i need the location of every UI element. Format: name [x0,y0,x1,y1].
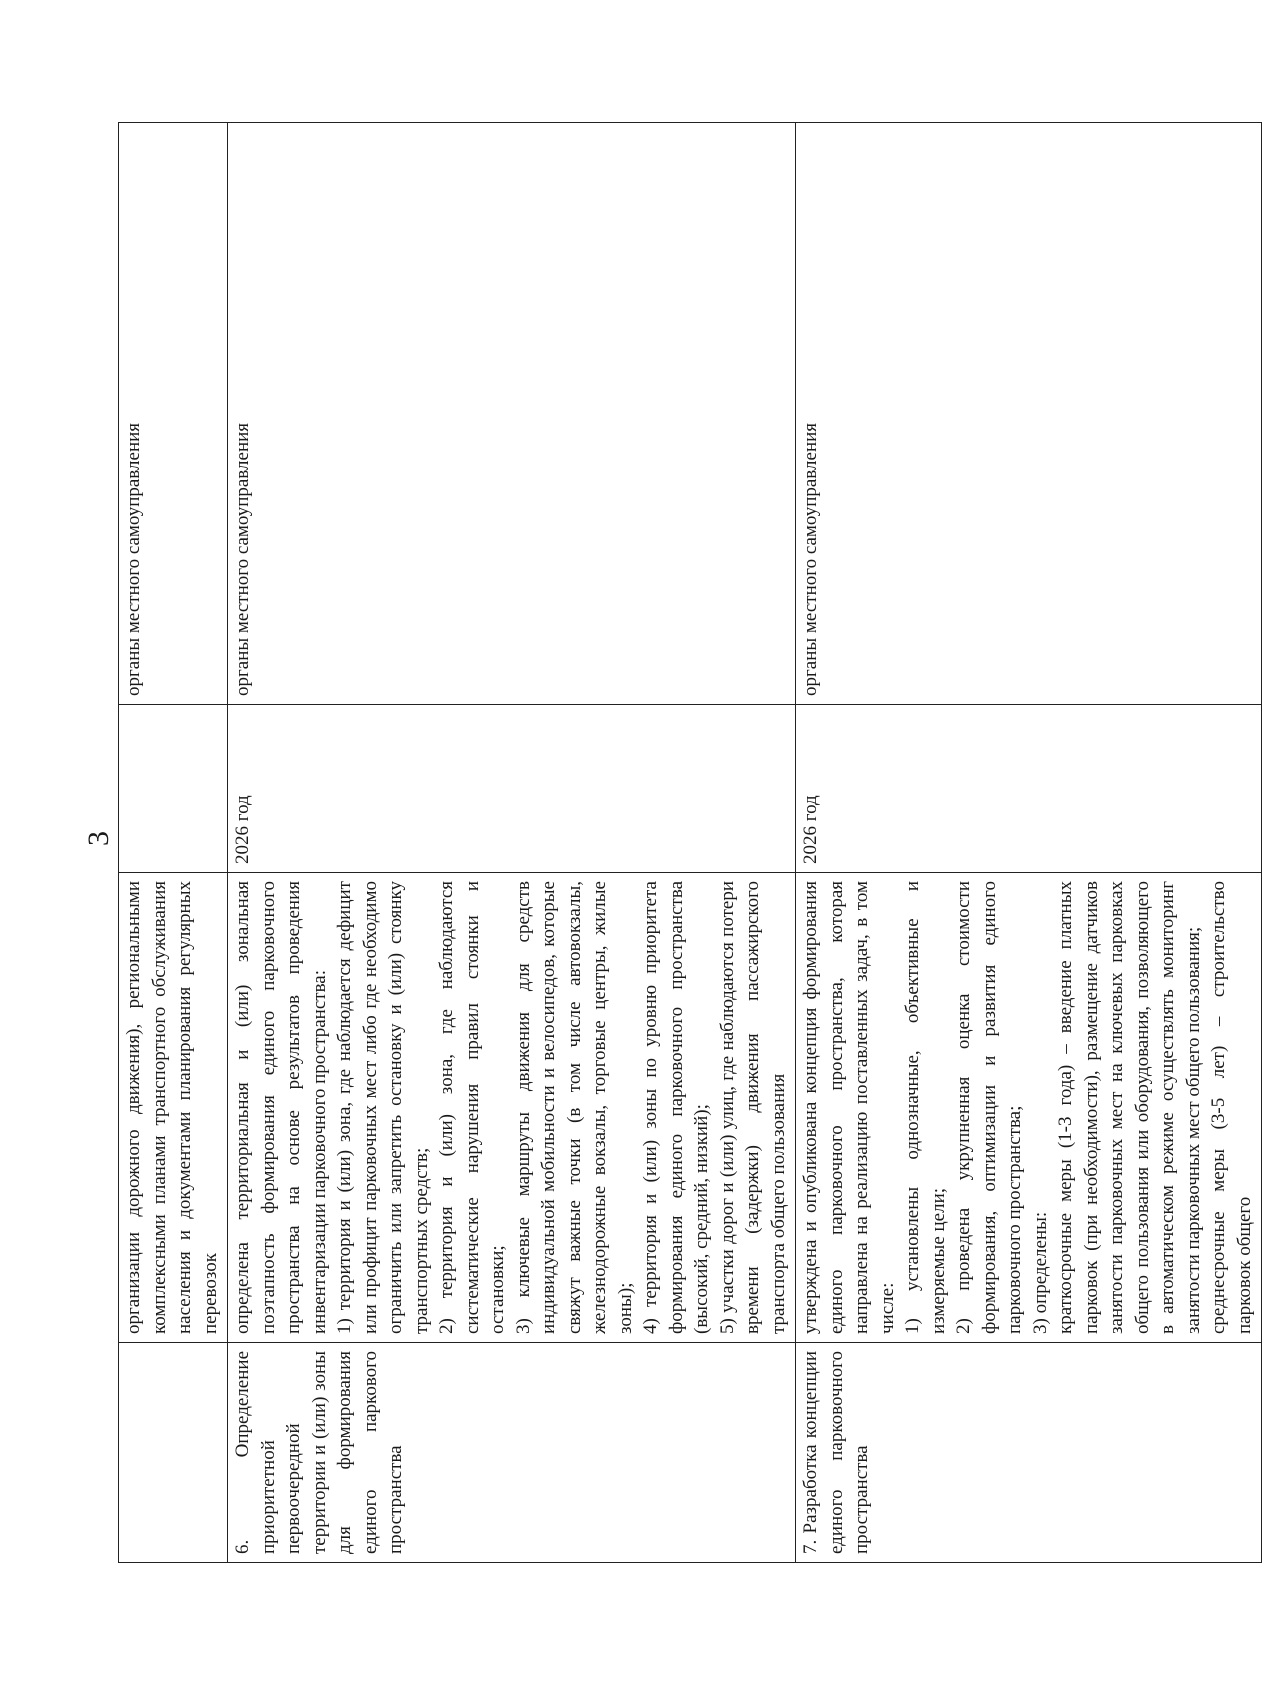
deadline-cell: 2026 год [796,705,1262,873]
measure-cell [119,1343,228,1563]
responsible-cell: органы местного самоуправления [796,123,1262,705]
page-number: 3 [82,831,115,846]
result-line: утверждена и опубликована концепция формирования единого парковочного пространства, которая направлена на реализацию поставленных задач, в том числе: [800,881,898,1334]
result-cell [119,873,228,1343]
result-line: 5) участки дорог и (или) улиц, где наблюдаются потери времени (задержки) движения пассажирского транспорта общего пользования [716,881,789,1334]
result-cell [228,873,796,1343]
deadline-cell [119,705,228,873]
measure-cell: 7. Разработка концепции единого парковочного пространства [796,1343,1262,1563]
responsible-cell: органы местного самоуправления [228,123,796,705]
result-line: 1) установлены однозначные, объективные и измеряемые цели; [902,881,949,1334]
responsible-cell: органы местного самоуправления [119,123,228,705]
result-line: 2) проведена укрупненная оценка стоимости формирования, оптимизации и развития единого парковочного пространства; [953,881,1025,1334]
result-line: 3) определены: [1029,1211,1051,1334]
measure-cell: 6. Определение приоритетной первоочередной территории и (или) зоны для формирования единого паркового пространства [228,1343,796,1563]
result-line: 3) ключевые маршруты движения для средств индивидуальной мобильности и велосипедов, которые свяжут важные точки (в том числе автовокзалы, железнодорожные вокзалы, торговые центры, жилые зоны); [512,881,636,1334]
result-line: 1) территория и (или) зона, где наблюдается дефицит или профицит парковочных мест либо где необходимо ограничить или запретить остановку и (или) стоянку транспортных средств; [334,881,432,1334]
result-line: организации дорожного движения), региональными комплексными планами транспортного обслуживания населения и документами планирования регулярных перевозок [123,881,221,1334]
measures-table [118,122,1262,1563]
table-row [119,123,228,1563]
table-row [796,123,1262,1563]
rotated-page-content [118,123,1255,1563]
result-line: определена территориальная и (или) зональная поэтапность формирования единого парковочного пространства на основе результатов проведения инвентаризации парковочного пространства: [232,881,330,1334]
table-row [228,123,796,1563]
deadline-cell: 2026 год [228,705,796,873]
result-line: 4) территория и (или) зоны по уровню приоритета формирования единого парковочного пространства (высокий, средний, низкий); [640,881,712,1334]
result-line: краткосрочные меры (1-3 года) – введение платных парковок (при необходимости), размещение датчиков занятости парковочных мест на ключевых парковках общего пользования или оборудования, позволяющего в автоматическом режиме осуществлять мониторинг занятости парковочных мест общего пользования; [1055,881,1204,1334]
result-line: среднесрочные меры (3-5 лет) – строительство парковок общего [1208,881,1255,1334]
result-line: 2) территория и (или) зона, где наблюдаются систематические нарушения правил стоянки и остановки; [436,881,508,1334]
result-cell [796,873,1262,1343]
